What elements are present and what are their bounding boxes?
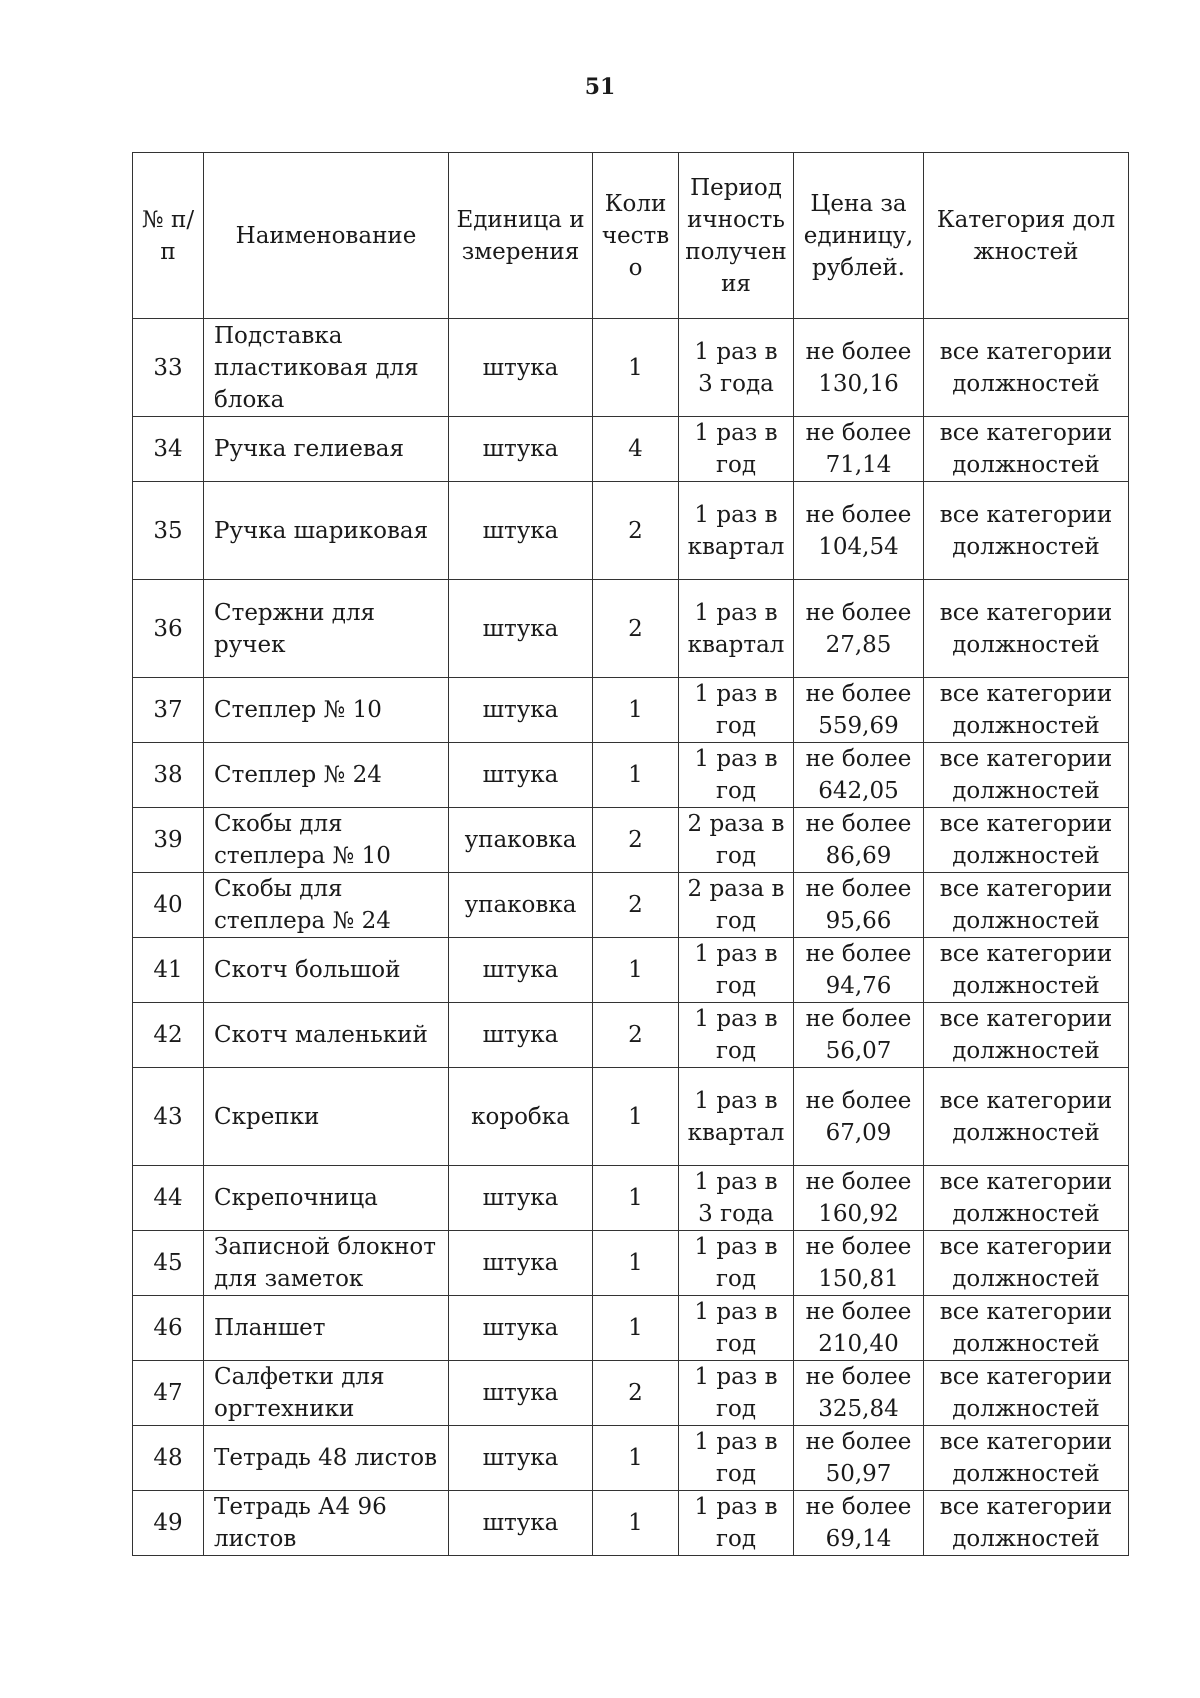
table-row <box>133 580 1129 678</box>
category-cell: все категории должностей <box>924 873 1129 938</box>
table-row <box>133 482 1129 580</box>
item-name-cell: Записной блокнот для заметок <box>204 1231 449 1296</box>
category-cell: все категории должностей <box>924 1003 1129 1068</box>
unit-cell: упаковка <box>449 808 593 873</box>
price-cell: не более 130,16 <box>794 319 924 417</box>
item-name-cell: Тетрадь А4 96 листов <box>204 1491 449 1556</box>
item-name-cell: Степлер № 10 <box>204 678 449 743</box>
quantity-cell: 2 <box>593 808 679 873</box>
period-cell: 1 раз в квартал <box>679 482 794 580</box>
quantity-cell: 2 <box>593 1003 679 1068</box>
unit-cell: штука <box>449 417 593 482</box>
row-number-cell: 49 <box>133 1491 204 1556</box>
quantity-cell: 1 <box>593 1426 679 1491</box>
period-cell: 1 раз в квартал <box>679 580 794 678</box>
quantity-cell: 1 <box>593 678 679 743</box>
quantity-cell: 2 <box>593 482 679 580</box>
period-cell: 2 раза в год <box>679 808 794 873</box>
category-cell: все категории должностей <box>924 1426 1129 1491</box>
item-name-cell: Скотч большой <box>204 938 449 1003</box>
table-row <box>133 808 1129 873</box>
unit-cell: штука <box>449 319 593 417</box>
row-number-cell: 34 <box>133 417 204 482</box>
item-name-cell: Скобы для степлера № 24 <box>204 873 449 938</box>
row-number-cell: 36 <box>133 580 204 678</box>
unit-cell: штука <box>449 1296 593 1361</box>
header-name: Наименование <box>204 153 449 319</box>
item-name-cell: Подставка пластиковая для блока <box>204 319 449 417</box>
header-unit: Единица измерения <box>449 153 593 319</box>
row-number-cell: 43 <box>133 1068 204 1166</box>
price-cell: не более 27,85 <box>794 580 924 678</box>
period-cell: 1 раз в год <box>679 1003 794 1068</box>
row-number-cell: 47 <box>133 1361 204 1426</box>
unit-cell: упаковка <box>449 873 593 938</box>
price-cell: не более 71,14 <box>794 417 924 482</box>
quantity-cell: 2 <box>593 580 679 678</box>
price-cell: не более 325,84 <box>794 1361 924 1426</box>
row-number-cell: 42 <box>133 1003 204 1068</box>
price-cell: не более 67,09 <box>794 1068 924 1166</box>
quantity-cell: 1 <box>593 938 679 1003</box>
header-price: Цена за единицу, рублей. <box>794 153 924 319</box>
item-name-cell: Ручка гелиевая <box>204 417 449 482</box>
quantity-cell: 1 <box>593 1231 679 1296</box>
row-number-cell: 33 <box>133 319 204 417</box>
unit-cell: штука <box>449 678 593 743</box>
row-number-cell: 39 <box>133 808 204 873</box>
period-cell: 1 раз в год <box>679 417 794 482</box>
price-cell: не более 50,97 <box>794 1426 924 1491</box>
category-cell: все категории должностей <box>924 1361 1129 1426</box>
item-name-cell: Скобы для степлера № 10 <box>204 808 449 873</box>
page-number: 51 <box>584 74 616 100</box>
item-name-cell: Скотч маленький <box>204 1003 449 1068</box>
price-cell: не более 95,66 <box>794 873 924 938</box>
table-row <box>133 1231 1129 1296</box>
item-name-cell: Стержни для ручек <box>204 580 449 678</box>
item-name-cell: Скрепочница <box>204 1166 449 1231</box>
category-cell: все категории должностей <box>924 678 1129 743</box>
unit-cell: штука <box>449 580 593 678</box>
category-cell: все категории должностей <box>924 1166 1129 1231</box>
row-number-cell: 37 <box>133 678 204 743</box>
unit-cell: штука <box>449 1231 593 1296</box>
item-name-cell: Планшет <box>204 1296 449 1361</box>
item-name-cell: Скрепки <box>204 1068 449 1166</box>
row-number-cell: 41 <box>133 938 204 1003</box>
table-row <box>133 743 1129 808</box>
unit-cell: штука <box>449 1166 593 1231</box>
category-cell: все категории должностей <box>924 319 1129 417</box>
period-cell: 1 раз в 3 года <box>679 319 794 417</box>
table-row <box>133 938 1129 1003</box>
period-cell: 1 раз в год <box>679 938 794 1003</box>
period-cell: 1 раз в год <box>679 743 794 808</box>
price-cell: не более 69,14 <box>794 1491 924 1556</box>
supplies-table <box>132 152 1129 1556</box>
unit-cell: штука <box>449 1361 593 1426</box>
quantity-cell: 1 <box>593 1491 679 1556</box>
table-row <box>133 873 1129 938</box>
unit-cell: штука <box>449 1003 593 1068</box>
period-cell: 1 раз в год <box>679 1361 794 1426</box>
row-number-cell: 48 <box>133 1426 204 1491</box>
period-cell: 1 раз в год <box>679 1491 794 1556</box>
category-cell: все категории должностей <box>924 580 1129 678</box>
category-cell: все категории должностей <box>924 482 1129 580</box>
header-period: Периодичность получения <box>679 153 794 319</box>
period-cell: 2 раза в год <box>679 873 794 938</box>
table-row <box>133 678 1129 743</box>
row-number-cell: 44 <box>133 1166 204 1231</box>
period-cell: 1 раз в год <box>679 1296 794 1361</box>
price-cell: не более 56,07 <box>794 1003 924 1068</box>
category-cell: все категории должностей <box>924 1296 1129 1361</box>
price-cell: не более 160,92 <box>794 1166 924 1231</box>
period-cell: 1 раз в квартал <box>679 1068 794 1166</box>
table-header-row <box>133 153 1129 319</box>
category-cell: все категории должностей <box>924 1068 1129 1166</box>
price-cell: не более 86,69 <box>794 808 924 873</box>
quantity-cell: 1 <box>593 1166 679 1231</box>
category-cell: все категории должностей <box>924 1491 1129 1556</box>
item-name-cell: Ручка шариковая <box>204 482 449 580</box>
period-cell: 1 раз в год <box>679 678 794 743</box>
row-number-cell: 40 <box>133 873 204 938</box>
table-row <box>133 1003 1129 1068</box>
category-cell: все категории должностей <box>924 417 1129 482</box>
table-row <box>133 1426 1129 1491</box>
table-row <box>133 417 1129 482</box>
quantity-cell: 1 <box>593 1296 679 1361</box>
unit-cell: штука <box>449 482 593 580</box>
quantity-cell: 1 <box>593 319 679 417</box>
unit-cell: штука <box>449 938 593 1003</box>
unit-cell: штука <box>449 1426 593 1491</box>
unit-cell: коробка <box>449 1068 593 1166</box>
table-row <box>133 1361 1129 1426</box>
price-cell: не более 210,40 <box>794 1296 924 1361</box>
price-cell: не более 104,54 <box>794 482 924 580</box>
price-cell: не более 559,69 <box>794 678 924 743</box>
unit-cell: штука <box>449 1491 593 1556</box>
price-cell: не более 94,76 <box>794 938 924 1003</box>
quantity-cell: 1 <box>593 1068 679 1166</box>
quantity-cell: 2 <box>593 1361 679 1426</box>
table-row <box>133 1166 1129 1231</box>
price-cell: не более 642,05 <box>794 743 924 808</box>
header-category: Категория должностей <box>924 153 1129 319</box>
table-row <box>133 319 1129 417</box>
quantity-cell: 1 <box>593 743 679 808</box>
row-number-cell: 46 <box>133 1296 204 1361</box>
table-row <box>133 1296 1129 1361</box>
price-cell: не более 150,81 <box>794 1231 924 1296</box>
item-name-cell: Степлер № 24 <box>204 743 449 808</box>
category-cell: все категории должностей <box>924 808 1129 873</box>
header-number: № п/п <box>133 153 204 319</box>
period-cell: 1 раз в год <box>679 1231 794 1296</box>
header-quantity: Количество <box>593 153 679 319</box>
quantity-cell: 4 <box>593 417 679 482</box>
category-cell: все категории должностей <box>924 743 1129 808</box>
row-number-cell: 45 <box>133 1231 204 1296</box>
row-number-cell: 38 <box>133 743 204 808</box>
row-number-cell: 35 <box>133 482 204 580</box>
category-cell: все категории должностей <box>924 938 1129 1003</box>
table-row <box>133 1491 1129 1556</box>
unit-cell: штука <box>449 743 593 808</box>
item-name-cell: Салфетки для оргтехники <box>204 1361 449 1426</box>
table-row <box>133 1068 1129 1166</box>
quantity-cell: 2 <box>593 873 679 938</box>
period-cell: 1 раз в 3 года <box>679 1166 794 1231</box>
category-cell: все категории должностей <box>924 1231 1129 1296</box>
period-cell: 1 раз в год <box>679 1426 794 1491</box>
item-name-cell: Тетрадь 48 листов <box>204 1426 449 1491</box>
